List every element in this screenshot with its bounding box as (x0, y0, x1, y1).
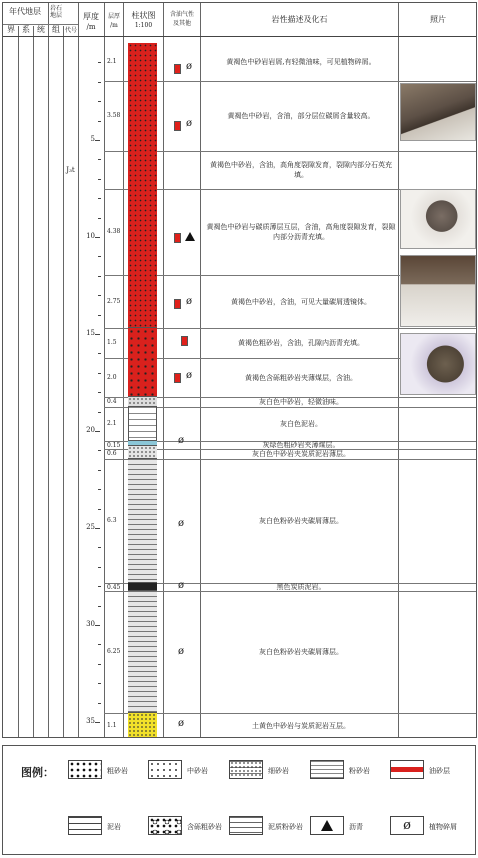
legend-swatch-mudstone (68, 816, 102, 835)
layer-thickness: 1.5 (107, 339, 117, 346)
legend-label: 植物碎屑 (429, 823, 457, 831)
depth-minor-tick (98, 450, 101, 451)
plant-debris-icon: ø (186, 296, 193, 307)
header-photo: 照片 (430, 15, 446, 24)
depth-minor-tick (98, 353, 101, 354)
core-photo (400, 83, 476, 141)
depth-label: 5 (90, 135, 95, 143)
legend-swatch-asphalt (310, 816, 344, 835)
core-photo (400, 189, 476, 249)
depth-minor-tick (98, 470, 101, 471)
legend-label: 沥青 (349, 823, 363, 831)
layer-description: 灰白色粉砂岩夹碳屑薄层。 (259, 517, 343, 525)
mudstone-column (128, 407, 157, 441)
layer-description: 灰白色中砂岩夹炭质泥岩薄层。 (252, 450, 350, 458)
depth-label: 20 (86, 426, 95, 434)
plant-debris-icon: ø (178, 435, 185, 446)
depth-tick (95, 334, 100, 335)
legend-swatch-plant-debris (390, 816, 424, 835)
depth-minor-tick (98, 121, 101, 122)
layer-description: 黄褐色中砂岩，含油，可见大量碳屑透镜体。 (231, 297, 371, 306)
depth-tick (95, 431, 100, 432)
layer-thickness: 1.1 (107, 722, 117, 729)
layer-thickness: 3.58 (107, 112, 121, 119)
plant-debris-icon: ø (178, 718, 185, 729)
header-jie: 界 (7, 25, 15, 34)
grid-line (33, 26, 34, 737)
depth-minor-tick (98, 179, 101, 180)
legend-label: 含砾粗砂岩 (187, 823, 222, 831)
depth-minor-tick (98, 82, 101, 83)
depth-label: 15 (86, 329, 95, 337)
header-oil-gas: 含油气性 (169, 11, 194, 18)
depth-tick (95, 625, 100, 626)
layer-description: 灰白色粉砂岩夹碳屑薄层。 (259, 648, 343, 656)
depth-minor-tick (98, 703, 101, 704)
depth-minor-tick (98, 586, 101, 587)
depth-minor-tick (98, 644, 101, 645)
layer-description: 灰白色泥岩。 (280, 420, 322, 428)
depth-tick (95, 140, 100, 141)
plant-debris-icon: ø (186, 118, 193, 129)
layer-description: 黄褐色含砾粗砂岩夹薄煤层，含油。 (245, 373, 357, 382)
depth-minor-tick (98, 256, 101, 257)
core-photo (400, 255, 476, 327)
layer-description: 黄褐色中砂岩，含油，高角度裂隙发育，裂隙内部分石英充填。 (210, 161, 392, 179)
legend-swatch-medium-sand (148, 760, 182, 779)
legend-swatch-fine-sand (229, 760, 263, 779)
yellow-sand-column (128, 713, 157, 738)
depth-minor-tick (98, 218, 101, 219)
legend-swatch-siltstone (310, 760, 344, 779)
legend-title: 图例： (21, 766, 54, 779)
depth-minor-tick (98, 547, 101, 548)
layer-thickness: 2.1 (107, 420, 117, 427)
gray-medium-sand-column (128, 446, 157, 459)
layer-thickness: 6.25 (107, 648, 121, 655)
asphalt-icon (321, 820, 333, 831)
grid-line (18, 26, 19, 737)
depth-minor-tick (98, 489, 101, 490)
grid-line (63, 26, 64, 737)
depth-minor-tick (98, 683, 101, 684)
depth-minor-tick (98, 392, 101, 393)
layer-description: 黄褐色中砂岩与碳质薄层互层，含油，高角度裂隙发育，裂隙内部分沥青充填。 (206, 223, 396, 241)
layer-description: 灰白色中砂岩，轻微油味。 (259, 398, 343, 406)
layer-description: 黄褐色中砂岩，含油，部分层位碳屑含量较高。 (227, 112, 375, 120)
legend-label: 泥质粉砂岩 (268, 823, 303, 831)
legend-swatch-oil-sand (390, 760, 424, 779)
layer-thickness: 0.4 (107, 398, 117, 405)
depth-tick (95, 722, 100, 723)
plant-debris-icon: ø (186, 370, 193, 381)
header-scale: 1:100 (134, 22, 153, 29)
asphalt-icon (185, 232, 195, 241)
layer-thickness: 4.38 (107, 228, 121, 235)
stratigraphic-log (2, 2, 477, 738)
coarse-oil-sand-column (128, 328, 157, 397)
layer-thickness: 2.1 (107, 58, 117, 65)
oil-sand-column (128, 43, 157, 328)
depth-label: 10 (86, 232, 95, 240)
layer-description: 黄褐色粗砂岩，含油，孔隙内沥青充填。 (238, 339, 364, 347)
depth-label: 35 (86, 717, 95, 725)
oil-sand-marker (181, 336, 188, 346)
header-zu: 组 (52, 25, 60, 34)
legend-swatch-muddy-siltstone (229, 816, 263, 835)
depth-minor-tick (98, 276, 101, 277)
header-tong: 统 (37, 25, 45, 34)
coal-mudstone-column (128, 583, 157, 591)
depth-minor-tick (98, 567, 101, 568)
layer-thickness: 0.6 (107, 450, 117, 457)
legend-label: 细砂岩 (268, 767, 289, 775)
depth-minor-tick (98, 295, 101, 296)
legend-label: 粗砂岩 (107, 767, 128, 775)
header-thickness: 厚度 (83, 12, 99, 21)
plant-debris-icon: ø (186, 61, 193, 72)
oil-sand-marker (174, 373, 181, 383)
oil-sand-marker (174, 64, 181, 74)
grid-line (123, 3, 124, 737)
grid-line (78, 3, 79, 737)
depth-label: 25 (86, 523, 95, 531)
depth-minor-tick (98, 62, 101, 63)
legend-label: 中砂岩 (187, 767, 208, 775)
layer-thickness: 0.45 (107, 584, 121, 591)
plant-debris-icon: ø (178, 580, 185, 591)
plant-debris-icon: ø (178, 646, 185, 657)
formation-code: J₃t (66, 166, 75, 174)
header-layer-thickness-unit: /m (110, 22, 118, 29)
legend-swatch-pebbly-sand (148, 816, 182, 835)
depth-minor-tick (98, 373, 101, 374)
depth-minor-tick (98, 412, 101, 413)
header-oil-gas-2: 及其他 (172, 20, 191, 27)
layer-thickness: 2.0 (107, 373, 117, 381)
legend-label: 泥岩 (107, 823, 121, 831)
header-thickness-unit: /m (86, 23, 96, 31)
siltstone-column-2 (128, 591, 157, 713)
header-strata-group: 年代地层 (9, 7, 41, 16)
plant-debris-icon: ø (178, 518, 185, 529)
legend-label: 粉砂岩 (349, 767, 370, 775)
depth-minor-tick (98, 606, 101, 607)
header-code: 代号 (64, 27, 77, 34)
oil-sand-marker (174, 233, 181, 243)
grid-line (48, 3, 49, 737)
depth-minor-tick (98, 159, 101, 160)
core-photo (400, 333, 476, 395)
gray-sand-column (128, 397, 157, 407)
grid-line (163, 3, 164, 737)
depth-minor-tick (98, 101, 101, 102)
layer-description: 黄褐色中砂岩岩屑,有轻微油味，可见植物碎屑。 (226, 58, 376, 66)
grid-line (104, 3, 105, 737)
legend-swatch-coarse-sand (68, 760, 102, 779)
grid-line (200, 3, 201, 737)
layer-thickness: 2.75 (107, 297, 121, 305)
oil-sand-marker (174, 121, 181, 131)
oil-sand-marker (174, 299, 181, 309)
depth-minor-tick (98, 509, 101, 510)
layer-thickness: 0.15 (107, 442, 121, 449)
depth-minor-tick (98, 664, 101, 665)
depth-tick (95, 528, 100, 529)
header-column: 柱状图 (131, 11, 156, 20)
legend (2, 745, 476, 855)
layer-description: 土黄色中砂岩与炭质泥岩互层。 (252, 722, 350, 730)
plant-debris-icon: ø (403, 818, 411, 833)
layer-description: 黑色炭质泥岩。 (276, 583, 326, 591)
header-layer-thickness: 层厚 (107, 13, 120, 20)
header-bottom-line (3, 36, 477, 37)
depth-minor-tick (98, 315, 101, 316)
depth-tick (95, 237, 100, 238)
header-xi: 系 (22, 25, 30, 34)
depth-minor-tick (98, 198, 101, 199)
layer-description: 灰绿色粗砂岩夹薄煤层。 (262, 441, 340, 449)
header-lithology: 岩性描述及化石 (271, 15, 328, 24)
depth-label: 30 (86, 620, 95, 628)
layer-thickness: 6.3 (107, 517, 117, 524)
legend-label: 油砂层 (429, 767, 450, 775)
siltstone-column (128, 459, 157, 583)
header-rock-strata: 岩石地层 (49, 5, 62, 19)
